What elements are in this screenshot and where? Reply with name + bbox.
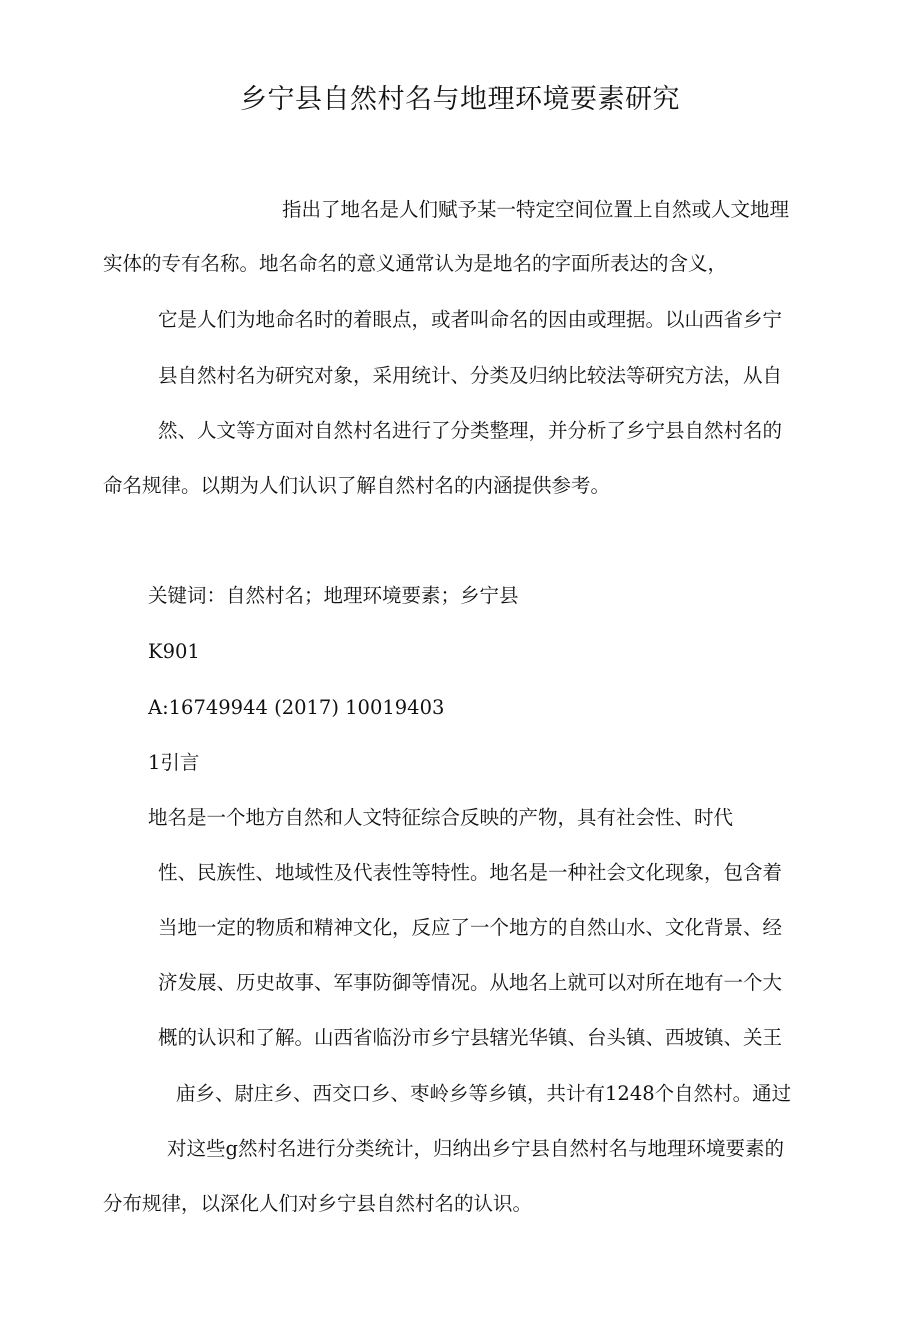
intro-line: 庙乡、尉庄乡、西交口乡、枣岭乡等乡镇，共计有1248个自然村。通过 xyxy=(176,1082,792,1105)
intro-line: 地名是一个地方自然和人文特征综合反映的产物，具有社会性、时代 xyxy=(148,806,734,829)
intro-line: 性、民族性、地域性及代表性等特性。地名是一种社会文化现象，包含着 xyxy=(158,861,783,884)
intro-line: 当地一定的物质和精神文化，反应了一个地方的自然山水、文化背景、经 xyxy=(158,916,783,939)
abstract-line: 它是人们为地命名时的着眼点，或者叫命名的因由或理据。以山西省乡宁 xyxy=(158,308,783,331)
intro-line: 济发展、历史故事、军事防御等情况。从地名上就可以对所在地有一个大 xyxy=(158,971,783,994)
document-code: A:16749944 (2017) 10019403 xyxy=(148,696,445,719)
abstract-line: 实体的专有名称。地名命名的意义通常认为是地名的字面所表达的含义， xyxy=(103,252,728,275)
abstract-line: 命名规律。以期为人们认识了解自然村名的内涵提供参考。 xyxy=(103,474,611,497)
intro-line: 分布规律，以深化人们对乡宁县自然村名的认识。 xyxy=(103,1192,533,1215)
section-heading: 1引言 xyxy=(148,751,200,774)
keywords: 关键词：自然村名；地理环境要素；乡宁县 xyxy=(148,584,519,607)
clc-code: K901 xyxy=(148,640,200,663)
document-title: 乡宁县自然村名与地理环境要素研究 xyxy=(240,84,680,115)
abstract-line: 县自然村名为研究对象，采用统计、分类及归纳比较法等研究方法，从自 xyxy=(158,364,783,387)
abstract-line: 然、人文等方面对自然村名进行了分类整理，并分析了乡宁县自然村名的 xyxy=(158,419,783,442)
abstract-line: 指出了地名是人们赋予某一特定空间位置上自然或人文地理 xyxy=(282,198,790,221)
intro-line: 概的认识和了解。山西省临汾市乡宁县辖光华镇、台头镇、西坡镇、关王 xyxy=(158,1026,783,1049)
intro-line: 对这些g然村名进行分类统计，归纳出乡宁县自然村名与地理环境要素的 xyxy=(167,1137,784,1160)
